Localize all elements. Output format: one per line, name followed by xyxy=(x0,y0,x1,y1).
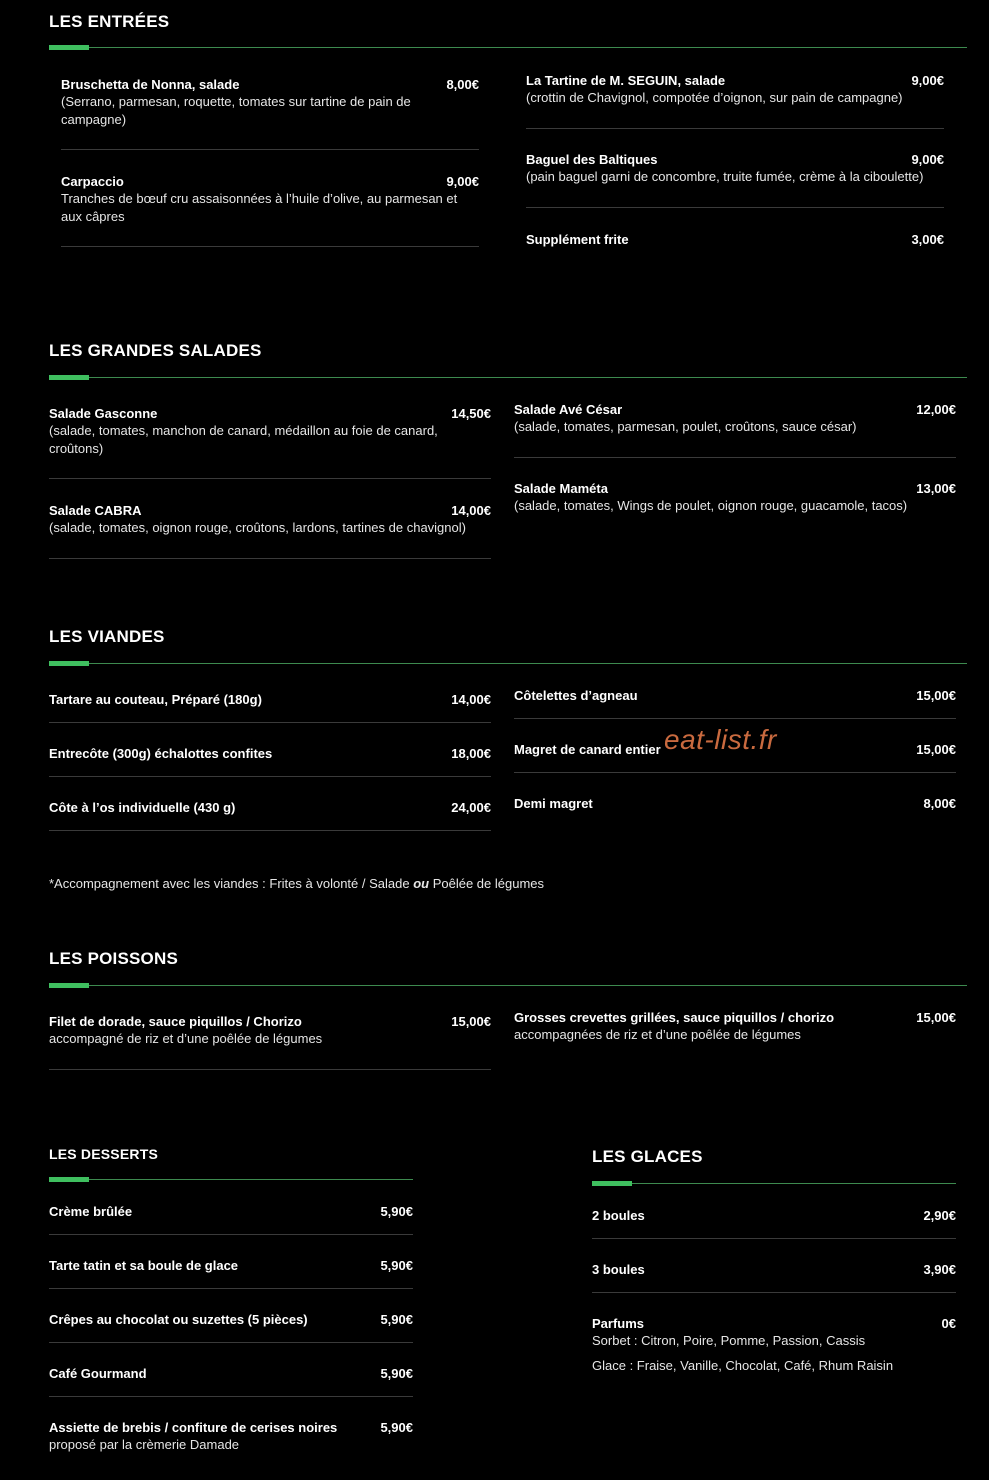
section-title-poissons: LES POISSONS xyxy=(49,949,178,968)
menu-item xyxy=(514,796,956,811)
item-name: Entrecôte (300g) échalottes confites xyxy=(49,746,273,761)
item-name: Salade CABRA xyxy=(49,503,142,518)
menu-item xyxy=(49,1420,413,1454)
item-name: Côtelettes d’agneau xyxy=(514,688,638,703)
item-name: 2 boules xyxy=(592,1208,645,1223)
note-text: *Accompagnement avec les viandes : Frites à volonté / Salade xyxy=(49,876,414,891)
item-description: accompagnées de riz et d’une poêlée de légumes xyxy=(514,1027,801,1042)
section-rule xyxy=(49,1179,413,1180)
item-price: 5,90€ xyxy=(380,1366,413,1381)
section-accent xyxy=(592,1181,632,1186)
section-title-entrees: LES ENTRÉES xyxy=(49,12,170,31)
item-name: Filet de dorade, sauce piquillos / Chorizo xyxy=(49,1014,302,1029)
section-rule xyxy=(49,663,967,664)
item-price: 14,00€ xyxy=(451,692,491,707)
menu-item xyxy=(49,800,491,815)
item-price: 3,90€ xyxy=(923,1262,956,1277)
section-rule xyxy=(49,377,967,378)
menu-item xyxy=(49,1258,413,1273)
item-price: 24,00€ xyxy=(451,800,491,815)
item-price: 3,00€ xyxy=(911,232,944,247)
item-separator xyxy=(61,246,479,247)
item-separator xyxy=(49,558,491,559)
item-price: 15,00€ xyxy=(916,688,956,703)
section-title-viandes: LES VIANDES xyxy=(49,627,165,646)
item-price: 14,50€ xyxy=(451,406,491,421)
item-name: Supplément frite xyxy=(526,232,629,247)
item-price: 9,00€ xyxy=(911,73,944,88)
side-dish-note xyxy=(49,876,544,891)
menu-item xyxy=(592,1316,956,1375)
item-separator xyxy=(49,830,491,831)
menu-item xyxy=(49,1312,413,1327)
item-name: Parfums xyxy=(592,1316,645,1331)
item-separator xyxy=(49,1234,413,1235)
watermark-logo: eat-list.fr xyxy=(664,724,777,755)
menu-item xyxy=(49,406,491,458)
menu-item xyxy=(49,692,491,707)
item-price: 0€ xyxy=(941,1316,956,1331)
menu-item xyxy=(49,1014,491,1048)
item-price: 5,90€ xyxy=(380,1258,413,1273)
item-price: 13,00€ xyxy=(916,481,956,496)
menu-item xyxy=(592,1262,956,1277)
item-separator xyxy=(61,149,479,150)
item-separator xyxy=(49,776,491,777)
item-name: 3 boules xyxy=(592,1262,645,1277)
item-separator xyxy=(526,128,944,129)
item-description: (salade, tomates, parmesan, poulet, croûtons, sauce césar) xyxy=(514,419,857,434)
section-rule xyxy=(49,985,967,986)
item-price: 18,00€ xyxy=(451,746,491,761)
note-or: ou xyxy=(413,876,430,891)
menu-item xyxy=(514,481,956,515)
item-price: 15,00€ xyxy=(916,742,956,757)
item-separator xyxy=(49,722,491,723)
item-name: Grosses crevettes grillées, sauce piquillos / chorizo xyxy=(514,1010,835,1025)
item-price: 9,00€ xyxy=(446,174,479,189)
menu-item xyxy=(61,77,479,129)
item-name: Tarte tatin et sa boule de glace xyxy=(49,1258,239,1273)
item-price: 14,00€ xyxy=(451,503,491,518)
item-description: proposé par la crèmerie Damade xyxy=(49,1437,240,1452)
item-name: Côte à l’os individuelle (430 g) xyxy=(49,800,236,815)
item-separator xyxy=(49,1396,413,1397)
item-description: (salade, tomates, Wings de poulet, oignon rouge, guacamole, tacos) xyxy=(514,498,908,513)
item-name: Crème brûlée xyxy=(49,1204,133,1219)
menu-item xyxy=(514,402,956,436)
section-title-glaces: LES GLACES xyxy=(592,1147,703,1166)
item-name: Salade Gasconne xyxy=(49,406,158,421)
item-separator xyxy=(526,207,944,208)
item-price: 9,00€ xyxy=(911,152,944,167)
item-price: 12,00€ xyxy=(916,402,956,417)
item-name: Salade Maméta xyxy=(514,481,608,496)
menu-item xyxy=(526,232,944,247)
section-accent xyxy=(49,1177,89,1182)
menu-item xyxy=(61,174,479,226)
item-description: (salade, tomates, manchon de canard, médaillon au foie de canard, croûtons) xyxy=(49,423,438,456)
item-separator xyxy=(49,478,491,479)
item-price: 2,90€ xyxy=(923,1208,956,1223)
item-name: La Tartine de M. SEGUIN, salade xyxy=(526,73,726,88)
item-separator xyxy=(49,1069,491,1070)
menu-item xyxy=(49,503,491,537)
item-separator xyxy=(592,1238,956,1239)
item-separator xyxy=(49,1342,413,1343)
note-text: Poêlée de légumes xyxy=(429,876,545,891)
section-accent xyxy=(49,375,89,380)
item-separator xyxy=(514,718,956,719)
item-separator xyxy=(49,1288,413,1289)
item-price: 15,00€ xyxy=(916,1010,956,1025)
item-price: 5,90€ xyxy=(380,1420,413,1435)
menu-item xyxy=(49,746,491,761)
item-price: 5,90€ xyxy=(380,1312,413,1327)
item-name: Tartare au couteau, Préparé (180g) xyxy=(49,692,262,707)
menu-item xyxy=(49,1204,413,1219)
item-name: Demi magret xyxy=(514,796,593,811)
item-name: Baguel des Baltiques xyxy=(526,152,658,167)
section-accent xyxy=(49,661,89,666)
item-description: Glace : Fraise, Vanille, Chocolat, Café, Rhum Raisin xyxy=(592,1358,894,1373)
item-name: Crêpes au chocolat ou suzettes (5 pièces) xyxy=(49,1312,308,1327)
section-title-desserts: LES DESSERTS xyxy=(49,1146,158,1162)
item-name: Carpaccio xyxy=(61,174,124,189)
item-separator xyxy=(592,1292,956,1293)
item-price: 8,00€ xyxy=(923,796,956,811)
item-name: Magret de canard entier xyxy=(514,742,661,757)
item-description: (crottin de Chavignol, compotée d’oignon, sur pain de campagne) xyxy=(526,90,903,105)
section-accent xyxy=(49,983,89,988)
menu-item xyxy=(514,688,956,703)
menu-item xyxy=(49,1366,413,1381)
menu-item xyxy=(514,1010,956,1044)
menu-item xyxy=(592,1208,956,1223)
item-price: 5,90€ xyxy=(380,1204,413,1219)
item-separator xyxy=(514,772,956,773)
item-name: Assiette de brebis / confiture de cerises noires xyxy=(49,1420,338,1435)
item-description: accompagné de riz et d’une poêlée de légumes xyxy=(49,1031,323,1046)
section-rule xyxy=(49,47,967,48)
item-name: Bruschetta de Nonna, salade xyxy=(61,77,240,92)
item-description: (Serrano, parmesan, roquette, tomates sur tartine de pain de campagne) xyxy=(61,94,411,127)
item-separator xyxy=(514,457,956,458)
item-price: 15,00€ xyxy=(451,1014,491,1029)
item-description: Tranches de bœuf cru assaisonnées à l’huile d’olive, au parmesan et aux câpres xyxy=(61,191,458,224)
section-accent xyxy=(49,45,89,50)
item-name: Café Gourmand xyxy=(49,1366,147,1381)
item-description: (pain baguel garni de concombre, truite fumée, crème à la ciboulette) xyxy=(526,169,924,184)
item-name: Salade Avé César xyxy=(514,402,623,417)
menu-item xyxy=(526,73,944,107)
item-description: (salade, tomates, oignon rouge, croûtons, lardons, tartines de chavignol) xyxy=(49,520,466,535)
section-rule xyxy=(592,1183,956,1184)
menu-item xyxy=(526,152,944,186)
section-title-salades: LES GRANDES SALADES xyxy=(49,341,262,360)
item-price: 8,00€ xyxy=(446,77,479,92)
item-description: Sorbet : Citron, Poire, Pomme, Passion, Cassis xyxy=(592,1333,866,1348)
